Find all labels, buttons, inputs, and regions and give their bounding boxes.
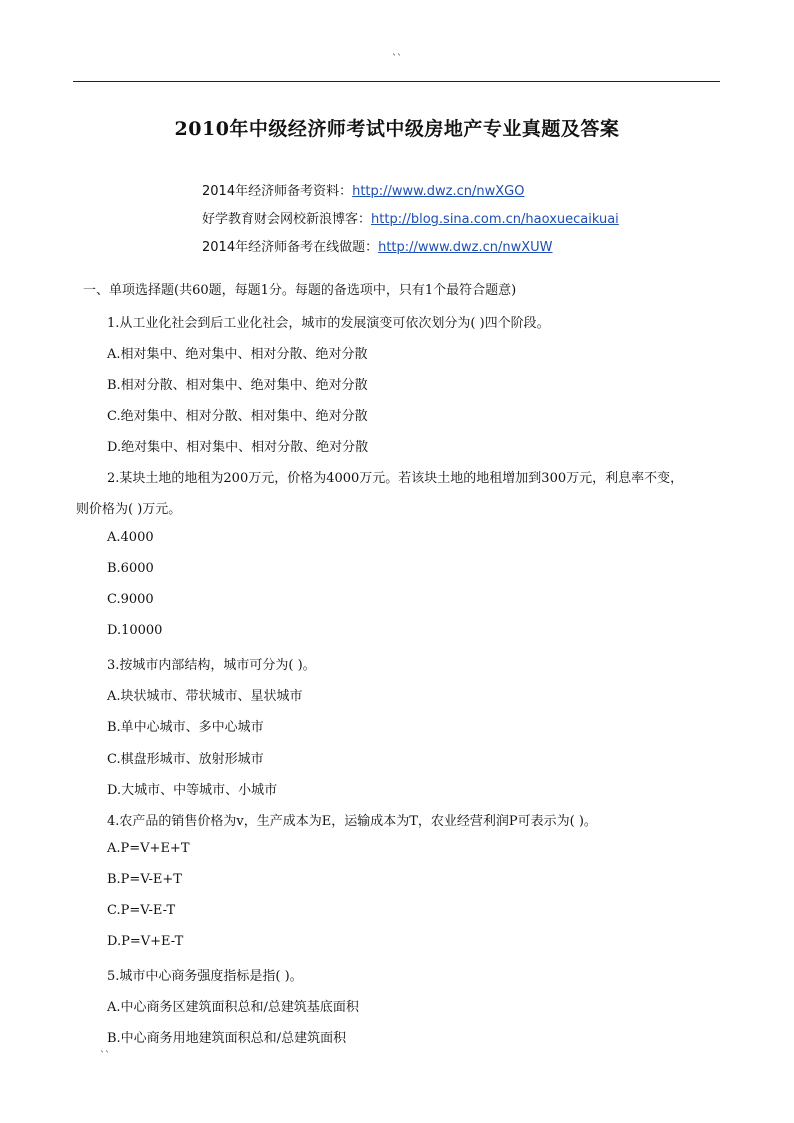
answer-option: A.相对集中、绝对集中、相对分散、绝对分散: [107, 347, 368, 362]
resource-link-label: 好学教育财会网校新浪博客：: [202, 212, 372, 227]
question-stem: 1.从工业化社会到后工业化社会，城市的发展演变可依次划分为( )四个阶段。: [107, 316, 550, 331]
answer-option: C.9000: [107, 592, 154, 607]
document-title: 2010年中级经济师考试中级房地产专业真题及答案: [174, 118, 620, 140]
question-stem-continuation: 则价格为( )万元。: [76, 502, 182, 517]
answer-option: A.P=V+E+T: [107, 841, 190, 856]
answer-option: A.4000: [107, 530, 154, 545]
resource-link-line: [202, 210, 619, 238]
resource-link-url[interactable]: http://www.dwz.cn/nwXUW: [378, 240, 553, 255]
page-header-mark: ``: [392, 54, 402, 65]
resource-links: [202, 182, 619, 266]
page-footer-mark: ``: [100, 1051, 110, 1062]
answer-option: B.中心商务用地建筑面积总和/总建筑面积: [107, 1031, 347, 1046]
answer-option: A.中心商务区建筑面积总和/总建筑基底面积: [107, 1000, 359, 1015]
answer-option: B.P=V-E+T: [107, 872, 182, 887]
answer-option: B.单中心城市、多中心城市: [107, 720, 264, 735]
answer-option: D.10000: [107, 623, 163, 638]
resource-link-url[interactable]: http://blog.sina.com.cn/haoxuecaikuai: [371, 212, 619, 227]
answer-option: A.块状城市、带状城市、星状城市: [107, 689, 303, 704]
answer-option: C.P=V-E-T: [107, 903, 176, 918]
answer-option: B.6000: [107, 561, 154, 576]
answer-option: C.绝对集中、相对分散、相对集中、绝对分散: [107, 409, 368, 424]
answer-option: C.棋盘形城市、放射形城市: [107, 752, 264, 767]
resource-link-line: [202, 182, 619, 210]
answer-option: D.大城市、中等城市、小城市: [107, 783, 278, 798]
section-heading: 一、单项选择题(共60题，每题1分。每题的备选项中，只有1个最符合题意): [83, 283, 517, 298]
question-stem: 2.某块土地的地租为200万元，价格为4000万元。若该块土地的地租增加到300万元，利息率不变，: [107, 471, 684, 486]
answer-option: D.P=V+E-T: [107, 934, 184, 949]
header-rule: [73, 81, 720, 82]
question-stem: 4.农产品的销售价格为v，生产成本为E，运输成本为T，农业经营利润P可表示为( )。: [107, 814, 597, 829]
question-stem: 5.城市中心商务强度指标是指( )。: [107, 969, 303, 984]
answer-option: D.绝对集中、相对集中、相对分散、绝对分散: [107, 440, 369, 455]
question-stem: 3.按城市内部结构，城市可分为( )。: [107, 658, 316, 673]
resource-link-url[interactable]: http://www.dwz.cn/nwXGO: [352, 184, 525, 199]
resource-link-label: 2014年经济师备考资料：: [202, 184, 353, 199]
resource-link-label: 2014年经济师备考在线做题：: [202, 240, 379, 255]
answer-option: B.相对分散、相对集中、绝对集中、绝对分散: [107, 378, 368, 393]
resource-link-line: [202, 238, 619, 266]
